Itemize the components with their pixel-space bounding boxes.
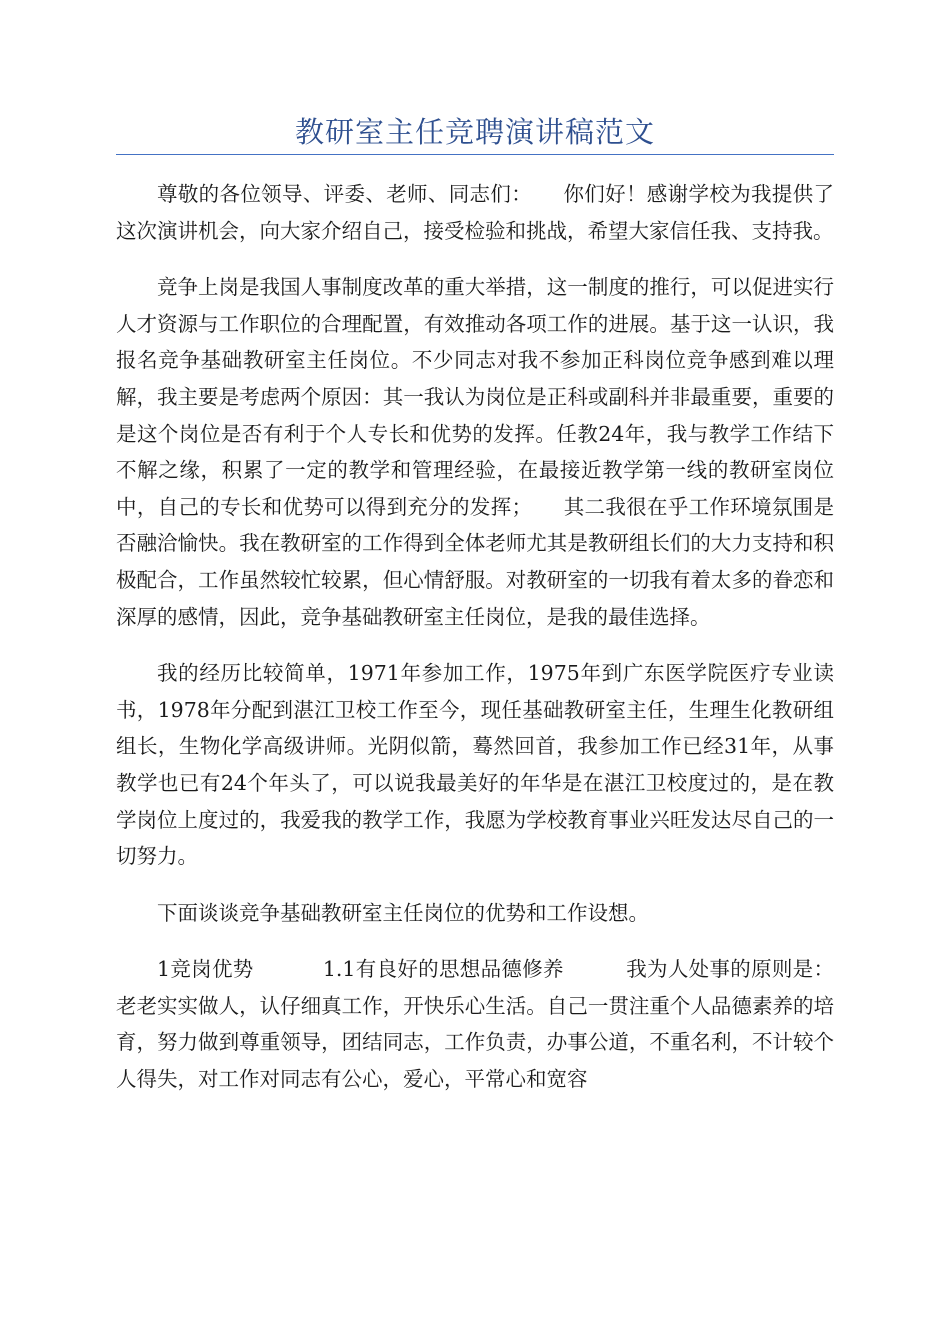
paragraph-background: 我的经历比较简单，1971年参加工作，1975年到广东医学院医疗专业读书，1978年分配到湛江卫校工作至今，现任基础教研室主任，生理生化教研组组长，生物化学高级讲师。光阴似箭，蓦然回首，我参加工作已经31年，从事教学也已有24个年头了，可以说我最美好的年华是在湛江卫校度过的，是在教学岗位上度过的，我爱我的教学工作，我愿为学校教育事业兴旺发达尽自己的一切努力。 xyxy=(116,661,834,869)
paragraph-greeting: 尊敬的各位领导、评委、老师、同志们： 你们好！感谢学校为我提供了这次演讲机会，向大家介绍自己，接受检验和挑战，希望大家信任我、支持我。 xyxy=(116,182,834,243)
paragraph-transition: 下面谈谈竞争基础教研室主任岗位的优势和工作设想。 xyxy=(157,900,649,925)
document-body xyxy=(116,176,834,1118)
title-underline xyxy=(116,154,834,155)
paragraph-motivation: 竞争上岗是我国人事制度改革的重大举措，这一制度的推行，可以促进实行人才资源与工作职位的合理配置，有效推动各项工作的进展。基于这一认识，我报名竞争基础教研室主任岗位。不少同志对我不参加正科岗位竞争感到难以理解，我主要是考虑两个原因：其一我认为岗位是正科或副科并非最重要，重要的是这个岗位是否有利于个人专长和优势的发挥。任教24年，我与教学工作结下不解之缘，积累了一定的教学和管理经验，在最接近教学第一线的教研室岗位中，自己的专长和优势可以得到充分的发挥； 其二我很在乎工作环境氛围是否融洽愉快。我在教研室的工作得到全体老师尤其是教研组长们的大力支持和积极配合，工作虽然较忙较累，但心情舒服。对教研室的一切我有着太多的眷恋和深厚的感情，因此，竞争基础教研室主任岗位，是我的最佳选择。 xyxy=(116,275,834,629)
paragraph-advantages: 1竞岗优势 1.1有良好的思想品德修养 我为人处事的原则是：老老实实做人，认仔细真工作，开快乐心生活。自己一贯注重个人品德素养的培育，努力做到尊重领导，团结同志，工作负责，办事公道，不重名利，不计较个人得失，对工作对同志有公心，爱心，平常心和宽容 xyxy=(116,957,834,1092)
document-title: 教研室主任竞聘演讲稿范文 xyxy=(294,115,655,149)
